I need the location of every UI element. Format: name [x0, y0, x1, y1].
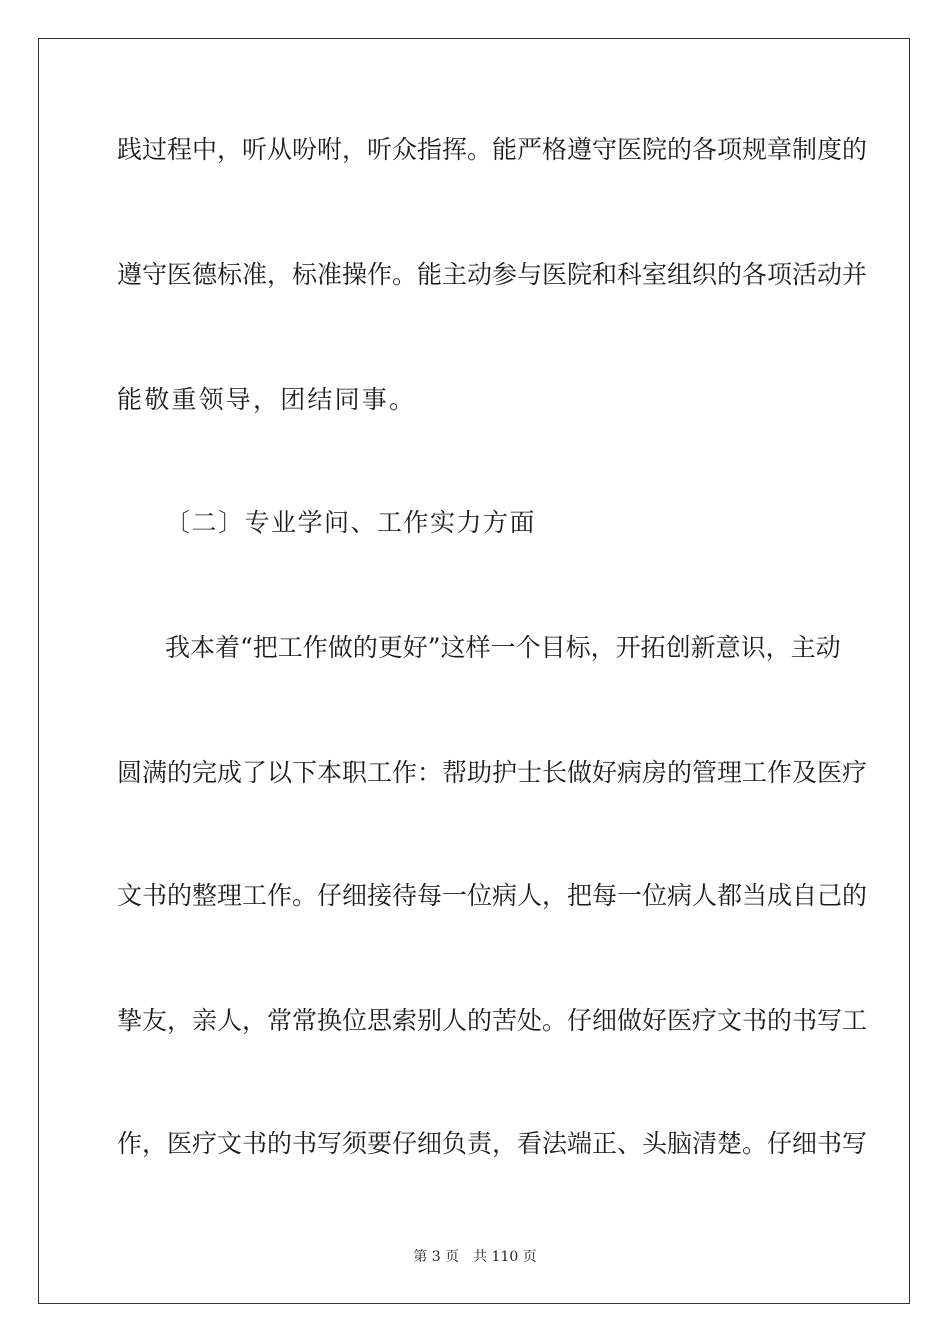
paragraph-line-7: 文书的整理工作。仔细接待每一位病人，把每一位病人都当成自己的	[117, 881, 868, 910]
paragraph-line-8: 挚友，亲人，常常换位思索别人的苦处。仔细做好医疗文书的书写工	[117, 1006, 868, 1035]
paragraph-line-2: 遵守医德标准，标准操作。能主动参与医院和科室组织的各项活动并	[117, 260, 868, 289]
page-total: 共 110 页	[473, 1249, 537, 1265]
page-number: 第 3 页	[413, 1249, 460, 1265]
page-border	[38, 38, 910, 1304]
page-footer	[0, 1248, 950, 1266]
section-heading: 〔二〕专业学问、工作实力方面	[165, 508, 537, 537]
paragraph-line-5: 我本着“把工作做的更好”这样一个目标，开拓创新意识，主动	[165, 633, 841, 662]
paragraph-line-6: 圆满的完成了以下本职工作：帮助护士长做好病房的管理工作及医疗	[117, 758, 868, 787]
paragraph-line-1: 践过程中，听从吩咐，听众指挥。能严格遵守医院的各项规章制度的	[117, 135, 868, 164]
paragraph-line-9: 作，医疗文书的书写须要仔细负责，看法端正、头脑清楚。仔细书写	[117, 1129, 868, 1158]
paragraph-line-3: 能敬重领导，团结同事。	[117, 385, 417, 414]
